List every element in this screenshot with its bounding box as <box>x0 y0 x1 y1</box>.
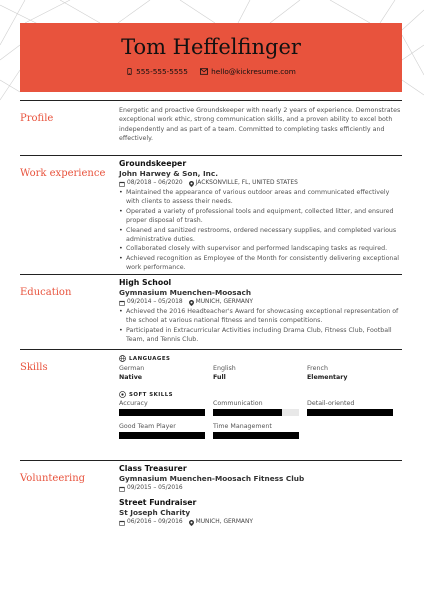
volunteer-meta <box>119 484 402 493</box>
skill-name: Time Management <box>213 423 272 430</box>
soft-skills-grid <box>119 399 402 439</box>
job-dates: 08/2018 – 06/2020 <box>127 180 183 186</box>
education-title: Education <box>20 287 72 298</box>
language-level: Elementary <box>307 374 348 381</box>
job-meta <box>119 179 402 188</box>
work-section <box>20 155 402 274</box>
skill-bar <box>119 409 205 416</box>
volunteer-dates: 06/2016 – 09/2016 <box>127 519 183 525</box>
volunteer-dates: 09/2015 – 05/2016 <box>127 485 183 491</box>
profile-section <box>20 100 402 155</box>
phone-icon <box>126 68 133 75</box>
email-text[interactable]: hello@kickresume.com <box>211 67 296 76</box>
phone-item <box>126 67 188 76</box>
resume-header <box>20 23 402 92</box>
calendar-icon <box>119 181 125 187</box>
skill-name: Communication <box>213 400 263 407</box>
languages-subheading <box>119 355 402 362</box>
skill-item <box>213 422 307 439</box>
job-title: Groundskeeper <box>119 159 187 168</box>
skills-section <box>20 349 402 456</box>
language-item <box>307 364 401 382</box>
skill-fill <box>307 409 393 416</box>
email-icon <box>200 68 208 75</box>
languages-label: LANGUAGES <box>129 355 171 362</box>
calendar-icon <box>119 520 125 526</box>
phone-text[interactable]: 555-555-5555 <box>136 67 188 76</box>
education-degree: High School <box>119 278 172 287</box>
volunteer-meta <box>119 518 402 527</box>
list-item: • Participated in Extracurricular Activities including Drama Club, Fitness Club, Football Team, and Tennis Club. <box>119 326 402 345</box>
volunteering-section <box>20 460 402 531</box>
language-name: English <box>213 365 236 372</box>
skill-item <box>307 399 401 416</box>
education-dates: 09/2014 – 05/2018 <box>127 299 183 305</box>
calendar-icon <box>119 300 125 306</box>
profile-text: Energetic and proactive Groundskeeper with nearly 2 years of experience. Demonstrates exceptional work ethic, strong communication skills, and a proven ability to excel both independently and as part of a team. Committed to completing tasks efficiently and effectively. <box>119 107 401 143</box>
skill-item <box>213 399 307 416</box>
email-item <box>200 67 296 76</box>
skill-name: Detail-oriented <box>307 400 355 407</box>
job-employer: John Harwey & Son, Inc. <box>119 169 218 178</box>
list-item: • Achieved the 2016 Headteacher's Award for showcasing exceptional representation of the school at various national fitness and tennis competitions. <box>119 307 402 326</box>
education-section <box>20 274 402 349</box>
volunteering-title: Volunteering <box>20 473 86 484</box>
job-location: JACKSONVILLE, FL, UNITED STATES <box>195 180 298 186</box>
volunteer-role: Street Fundraiser <box>119 498 197 507</box>
skill-bar <box>213 409 299 416</box>
list-item: • Maintained the appearance of various outdoor areas and communicated effectively with clients to assess their needs. <box>119 188 402 207</box>
globe-icon <box>119 355 126 362</box>
volunteer-role: Class Treasurer <box>119 464 187 473</box>
work-title: Work experience <box>20 168 106 179</box>
job-bullets <box>119 188 402 273</box>
skill-bar <box>119 432 205 439</box>
soft-skills-subheading <box>119 391 402 398</box>
list-item: • Collaborated closely with supervisor and performed landscaping tasks as required. <box>119 244 402 253</box>
skill-item <box>119 422 213 439</box>
skill-fill <box>213 409 282 416</box>
language-item <box>213 364 307 382</box>
education-meta <box>119 298 402 307</box>
soft-skills-label: SOFT SKILLS <box>129 391 174 398</box>
gear-icon <box>119 391 126 398</box>
education-bullets <box>119 307 402 345</box>
language-item <box>119 364 213 382</box>
list-item: • Achieved recognition as Employee of the Month for consistently delivering exceptional work performance. <box>119 254 402 273</box>
education-school: Gymnasium Muenchen-Moosach <box>119 288 252 297</box>
language-level: Native <box>119 374 143 381</box>
volunteer-org: Gymnasium Muenchen-Moosach Fitness Club <box>119 474 305 483</box>
volunteer-location: MUNICH, GERMANY <box>195 519 253 525</box>
list-item: • Cleaned and sanitized restrooms, ordered necessary supplies, and completed various administrative duties. <box>119 226 402 245</box>
candidate-name: Tom Heffelfinger <box>121 35 301 59</box>
location-pin-icon <box>189 181 194 187</box>
education-location: MUNICH, GERMANY <box>195 299 253 305</box>
list-item: • Operated a variety of professional tools and equipment, collected litter, and ensured proper disposal of trash. <box>119 207 402 226</box>
profile-title: Profile <box>20 113 54 124</box>
volunteer-org: St Joseph Charity <box>119 508 191 517</box>
languages-grid <box>119 364 402 382</box>
skill-fill <box>119 409 205 416</box>
skill-fill <box>119 432 205 439</box>
location-pin-icon <box>189 520 194 526</box>
location-pin-icon <box>189 300 194 306</box>
skill-fill <box>213 432 299 439</box>
skill-bar <box>213 432 299 439</box>
skill-item <box>119 399 213 416</box>
skill-name: Accuracy <box>119 400 148 407</box>
skills-title: Skills <box>20 362 48 373</box>
contact-row <box>20 67 402 77</box>
skill-bar <box>307 409 393 416</box>
language-name: German <box>119 365 145 372</box>
calendar-icon <box>119 486 125 492</box>
language-name: French <box>307 365 328 372</box>
language-level: Full <box>213 374 226 381</box>
skill-name: Good Team Player <box>119 423 176 430</box>
